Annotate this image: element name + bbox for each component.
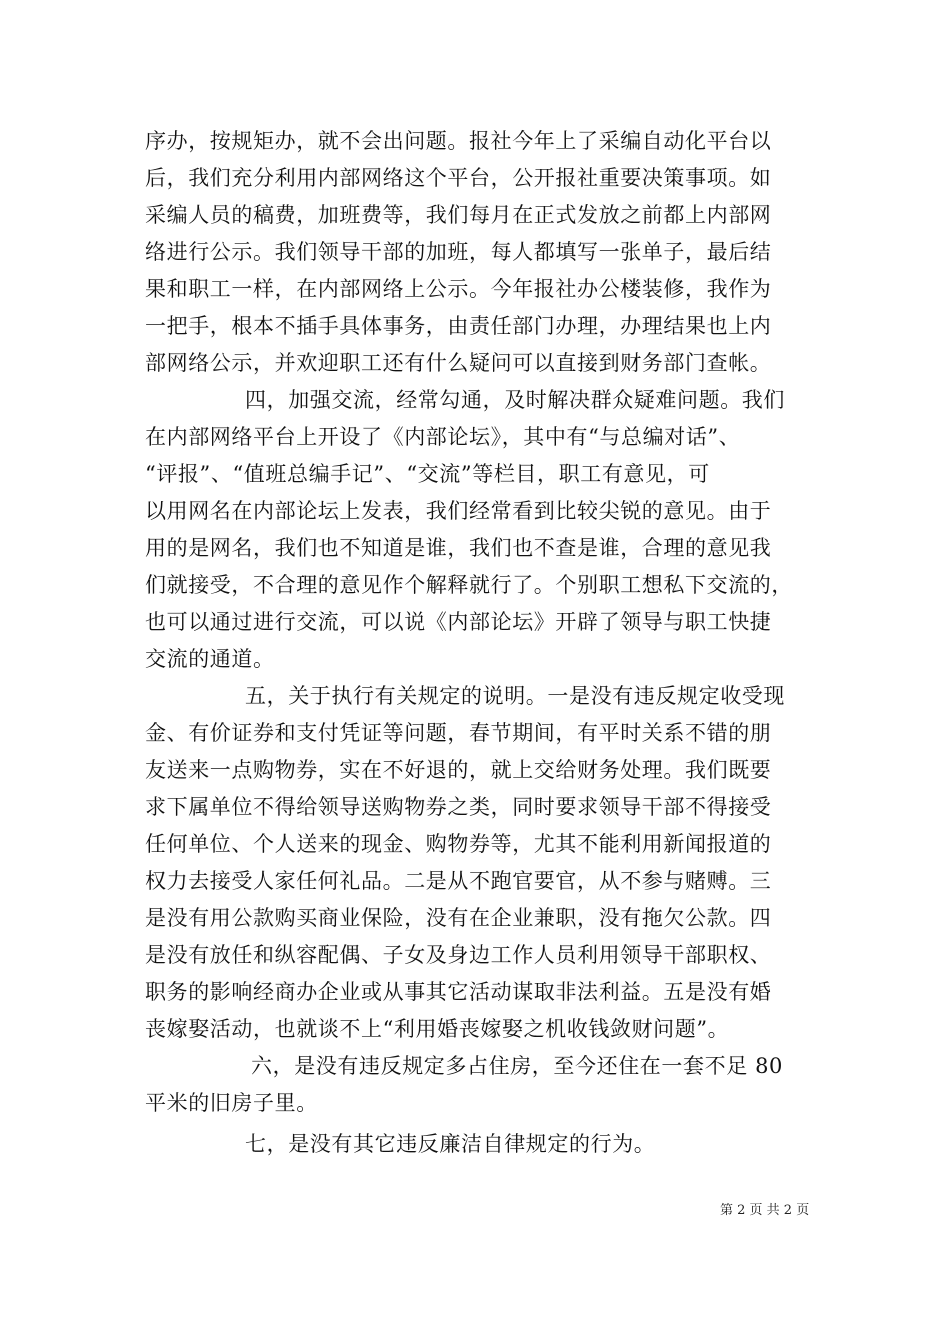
text-line: 们就接受，不合理的意见作个解释就行了。个别职工想私下交流的， (145, 573, 793, 597)
text-line: 序办，按规矩办，就不会出问题。报社今年上了采编自动化平台以 (145, 129, 772, 153)
text-line: 也可以通过进行交流，可以说《内部论坛》开辟了领导与职工快捷 (145, 610, 772, 634)
text-line: 友送来一点购物券，实在不好退的，就上交给财务处理。我们既要 (145, 758, 772, 782)
paragraph-five-start: 五，关于执行有关规定的说明。一是没有违反规定收受现 (245, 684, 785, 708)
text-line: 络进行公示。我们领导干部的加班，每人都填写一张单子，最后结 (145, 240, 772, 264)
text-line: 交流的通道。 (145, 647, 275, 671)
text-line: 金、有价证券和支付凭证等问题，春节期间，有平时关系不错的朋 (145, 721, 772, 745)
text-line: 在内部网络平台上开设了《内部论坛》，其中有“与总编对话”、 (145, 425, 741, 449)
paragraph-six-start: 六，是没有违反规定多占住房，至今还住在一套不足 80 (251, 1054, 783, 1078)
text-line: “评报”、“值班总编手记”、“交流”等栏目，职工有意见，可 (145, 462, 710, 486)
text-line: 用的是网名，我们也不知道是谁，我们也不查是谁，合理的意见我 (145, 536, 772, 560)
text-line: 一把手，根本不插手具体事务，由责任部门办理，办理结果也上内 (145, 314, 772, 338)
text-line: 后，我们充分利用内部网络这个平台，公开报社重要决策事项。如 (145, 166, 772, 190)
text-line: 部网络公示，并欢迎职工还有什么疑问可以直接到财务部门查帐。 (145, 351, 772, 375)
text-line: 权力去接受人家任何礼品。二是从不跑官要官，从不参与赌赙。三 (145, 869, 772, 893)
text-line: 是没有放任和纵容配偶、子女及身边工作人员利用领导干部职权、 (145, 943, 772, 967)
text-line: 果和职工一样，在内部网络上公示。今年报社办公楼装修，我作为 (145, 277, 772, 301)
text-line: 职务的影响经商办企业或从事其它活动谋取非法利益。五是没有婚 (145, 980, 772, 1004)
text-line: 求下属单位不得给领导送购物券之类，同时要求领导干部不得接受 (145, 795, 772, 819)
text-line: 是没有用公款购买商业保险，没有在企业兼职，没有拖欠公款。四 (145, 906, 772, 930)
text-line: 采编人员的稿费，加班费等，我们每月在正式发放之前都上内部网 (145, 203, 772, 227)
text-line: 以用网名在内部论坛上发表，我们经常看到比较尖锐的意见。由于 (145, 499, 772, 523)
text-line: 丧嫁娶活动，也就谈不上“利用婚丧嫁娶之机收钱敛财问题”。 (145, 1017, 730, 1041)
paragraph-seven: 七，是没有其它违反廉洁自律规定的行为。 (245, 1132, 656, 1156)
text-line: 任何单位、个人送来的现金、购物券等，尤其不能利用新闻报道的 (145, 832, 772, 856)
paragraph-four-start: 四，加强交流，经常勾通，及时解决群众疑难问题。我们 (245, 388, 785, 412)
page-number-footer: 第 2 页 共 2 页 (720, 1203, 810, 1218)
text-line: 平米的旧房子里。 (145, 1091, 318, 1115)
